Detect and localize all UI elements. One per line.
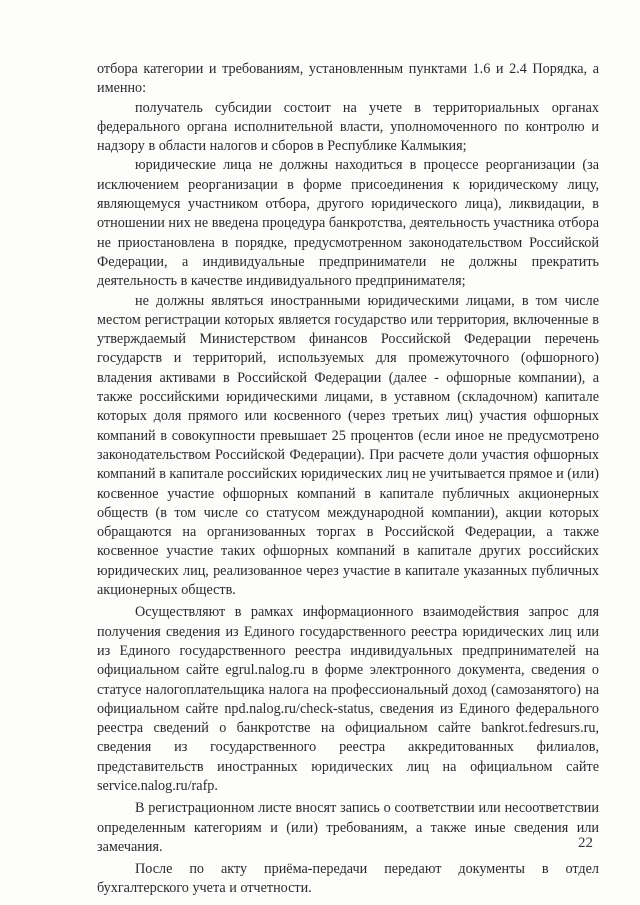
- paragraph-registry-request: Осуществляют в рамках информационного взаимодействия запрос для получения сведения из Единого государственного реестра юридических лиц или из Единого государственного реестра индивидуальных предпринимателей на официальном сайте egrul.nalog.ru в форме электронного документа, сведения о статусе налогоплательщика налога на профессиональный доход (самозанятого) на официальном сайте npd.nalog.ru/check-status, сведения из Единого федерального реестра сведений о банкротстве на официальном сайте bankrot.fedresurs.ru, сведения из государственного реестра аккредитованных филиалов, представительств иностранных юридических лиц на официальном сайте service.nalog.ru/rafp.: [97, 604, 599, 794]
- page-number: 22: [578, 835, 593, 851]
- paragraph-offshore: не должны являться иностранными юридическими лицами, в том числе местом регистрации которых является государство или территория, включенные в утверждаемый Министерством финансов Российской Федерации перечень государств и территорий, используемых для промежуточного (офшорного) владения активами в Российской Федерации (далее - офшорные компании), а также российскими юридическими лицами, в уставном (складочном) капитале которых доля прямого или косвенного (через третьих лиц) участия офшорных компаний в совокупности превышает 25 процентов (если иное не предусмотрено законодательством Российской Федерации). При расчете доли участия офшорных компаний в капитале российских юридических лиц не учитывается прямое и (или) косвенное участие офшорных компаний в капитале публичных акционерных обществ (в том числе со статусом международной компании), акции которых обращаются на организованных торгах в Российской Федерации, а также косвенное участие таких офшорных компаний в капитале других российских юридических лиц, реализованное через участие в капитале указанных публичных акционерных обществ.: [97, 292, 599, 599]
- paragraph-reorganization: юридические лица не должны находиться в процессе реорганизации (за исключением реорганизации в форме присоединения к юридическому лицу, являющемуся участником отбора, другого юридического лица), ликвидации, в отношении них не введена процедура банкротства, деятельность участника отбора не приостановлена в порядке, предусмотренном законодательством Российской Федерации, а индивидуальные предприниматели не должны прекратить деятельность в качестве индивидуального предпринимателя;: [97, 157, 599, 290]
- paragraph-tax-registration: получатель субсидии состоит на учете в территориальных органах федерального органа исполнительной власти, уполномоченного по контролю и надзору в области налогов и сборов в Республике Калмыкия;: [97, 99, 599, 155]
- paragraph-transfer-act: После по акту приёма-передачи передают документы в отдел бухгалтерского учета и отчетности.: [97, 861, 599, 897]
- paragraph-selection-criteria: отбора категории и требованиям, установленным пунктами 1.6 и 2.4 Порядка, а именно:: [97, 61, 599, 97]
- paragraph-registration-sheet: В регистрационном листе вносят запись о соответствии или несоответствии определенным категориям и (или) требованиям, а также иные сведения или замечания.: [97, 800, 599, 855]
- document-body: [97, 60, 599, 899]
